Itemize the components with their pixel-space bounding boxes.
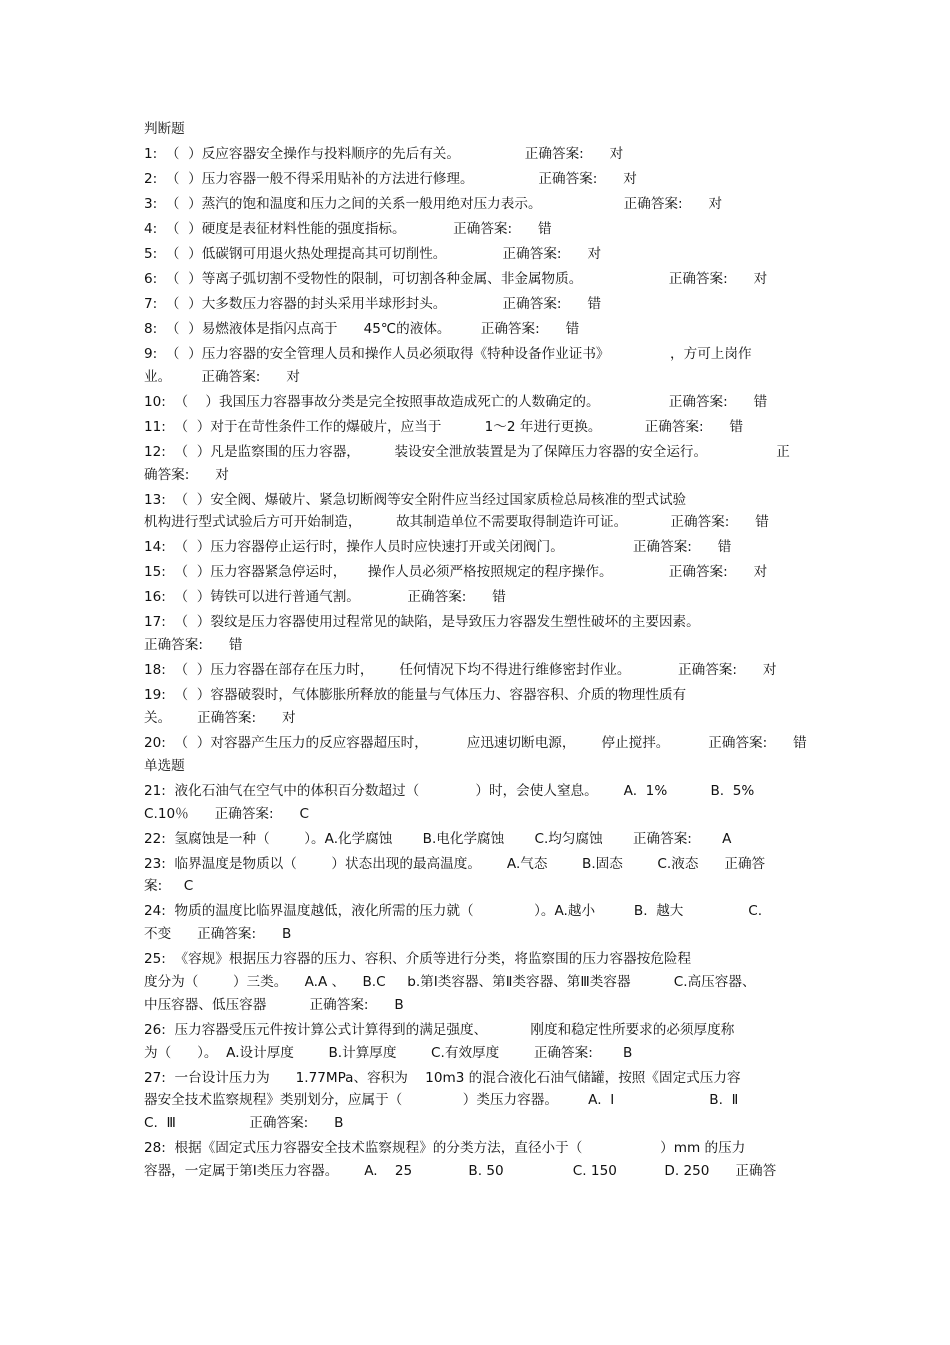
document-line: 机构进行型式试验后方可开始制造， 故其制造单位不需要取得制造许可证。 正确答案: 错	[144, 514, 769, 531]
document-line: 不变 正确答案: B	[144, 926, 292, 943]
document-line: 8: （ ）易燃液体是指闪点高于 45℃的液体。 正确答案: 错	[144, 321, 580, 337]
section-heading: 判断题	[144, 121, 185, 137]
document-line: 10: （ ）我国压力容器事故分类是完全按照事故造成死亡的人数确定的。 正确答案: 错	[144, 393, 768, 410]
document-line: 23: 临界温度是物质以（ ）状态出现的最高温度。 A.气态 B.固态 C.液态 正确答	[144, 855, 766, 872]
document-line: 业。 正确答案: 对	[144, 368, 300, 385]
document-line: 14: （ ）压力容器停止运行时，操作人员时应快速打开或关闭阀门。 正确答案: 错	[144, 539, 732, 556]
document-body	[144, 117, 808, 1184]
document-line: 器安全技术监察规程》类别划分，应属于（ ）类压力容器。 A. Ⅰ B. Ⅱ	[144, 1092, 739, 1109]
document-line: 19: （ ）容器破裂时，气体膨胀所释放的能量与气体压力、容器容积、介质的物理性质有	[144, 687, 687, 704]
document-line: 容器，一定属于第Ⅰ类压力容器。 A. 25 B. 50 C. 150 D. 250 正确答	[144, 1163, 777, 1179]
document-line: 2: （ ）压力容器一般不得采用贴补的方法进行修理。 正确答案: 对	[144, 171, 637, 187]
document-line: 17: （ ）裂纹是压力容器使用过程常见的缺陷，是导致压力容器发生塑性破坏的主要因素。	[144, 614, 700, 631]
document-line: C. Ⅲ 正确答案: B	[144, 1115, 344, 1132]
document-line: 13: （ ）安全阀、爆破片、紧急切断阀等安全附件应当经过国家质检总局核准的型式试验	[144, 491, 687, 508]
document-line: 确答案: 对	[144, 466, 229, 483]
document-line: 案: C	[144, 878, 194, 895]
document-line: 3: （ ）蒸汽的饱和温度和压力之间的关系一般用绝对压力表示。 正确答案: 对	[144, 196, 723, 212]
document-line: 16: （ ）铸铁可以进行普通气割。 正确答案: 错	[144, 589, 506, 606]
document-line: 27: 一台设计压力为 1.77MPa、容积为 10m3 的混合液化石油气储罐，按照《固定式压力容	[144, 1069, 741, 1086]
document-line: 9: （ ）压力容器的安全管理人员和操作人员必须取得《特种设备作业证书》 ，方可上岗作	[144, 346, 752, 362]
document-line: 28: 根据《固定式压力容器安全技术监察规程》的分类方法，直径小于（ ）mm 的压力	[144, 1140, 746, 1157]
document-line: 25: 《容规》根据压力容器的压力、容积、介质等进行分类，将监察围的压力容器按危险程	[144, 951, 692, 968]
document-line: 7: （ ）大多数压力容器的封头采用半球形封头。 正确答案: 错	[144, 296, 602, 312]
document-line: 18: （ ）压力容器在部存在压力时， 任何情况下均不得进行维修密封作业。 正确答案: 对	[144, 662, 777, 679]
document-line: 24: 物质的温度比临界温度越低，液化所需的压力就（ ）。A.越小 B. 越大 C.	[144, 903, 763, 920]
document-line: 22: 氢腐蚀是一种（ ）。A.化学腐蚀 B.电化学腐蚀 C.均匀腐蚀 正确答案: A	[144, 830, 732, 847]
document-line: 正确答案: 错	[144, 637, 243, 654]
document-line: 26: 压力容器受压元件按计算公式计算得到的满足强度、 刚度和稳定性所要求的必须厚度称	[144, 1021, 735, 1038]
document-line: 中压容器、低压容器 正确答案: B	[144, 996, 404, 1013]
document-line: 21: 液化石油气在空气中的体积百分数超过（ ）时，会使人窒息。 A. 1% B. 5%	[144, 782, 755, 799]
document-line: 12: （ ）凡是监察围的压力容器， 装设安全泄放装置是为了保障压力容器的安全运行。 正	[144, 443, 790, 460]
document-line: C.10％ 正确答案: C	[144, 805, 310, 822]
document-line: 1: （ ）反应容器安全操作与投料顺序的先后有关。 正确答案: 对	[144, 146, 624, 162]
document-line: 6: （ ）等离子弧切割不受物性的限制，可切割各种金属、非金属物质。 正确答案: 对	[144, 271, 768, 287]
document-line: 关。 正确答案: 对	[144, 710, 296, 726]
document-line: 11: （ ）对于在苛性条件工作的爆破片，应当于 1～2 年进行更换。 正确答案: 错	[144, 418, 744, 435]
document-line: 5: （ ）低碳钢可用退火热处理提高其可切削性。 正确答案: 对	[144, 246, 602, 262]
document-line: 20: （ ）对容器产生压力的反应容器超压时， 应迅速切断电源， 停止搅拌。 正确答案: 错	[144, 735, 807, 751]
document-line: 15: （ ）压力容器紧急停运时， 操作人员必须严格按照规定的程序操作。 正确答案: 对	[144, 564, 768, 581]
document-line: 4: （ ）硬度是表征材料性能的强度指标。 正确答案: 错	[144, 221, 552, 237]
document-line: 为（ ）。 A.设计厚度 B.计算厚度 C.有效厚度 正确答案: B	[144, 1044, 633, 1061]
section-heading: 单选题	[144, 757, 185, 774]
document-line: 度分为（ ）三类。 A.A 、 B.C b.第Ⅰ类容器、第Ⅱ类容器、第Ⅲ类容器 C.高压容器、	[144, 974, 756, 990]
